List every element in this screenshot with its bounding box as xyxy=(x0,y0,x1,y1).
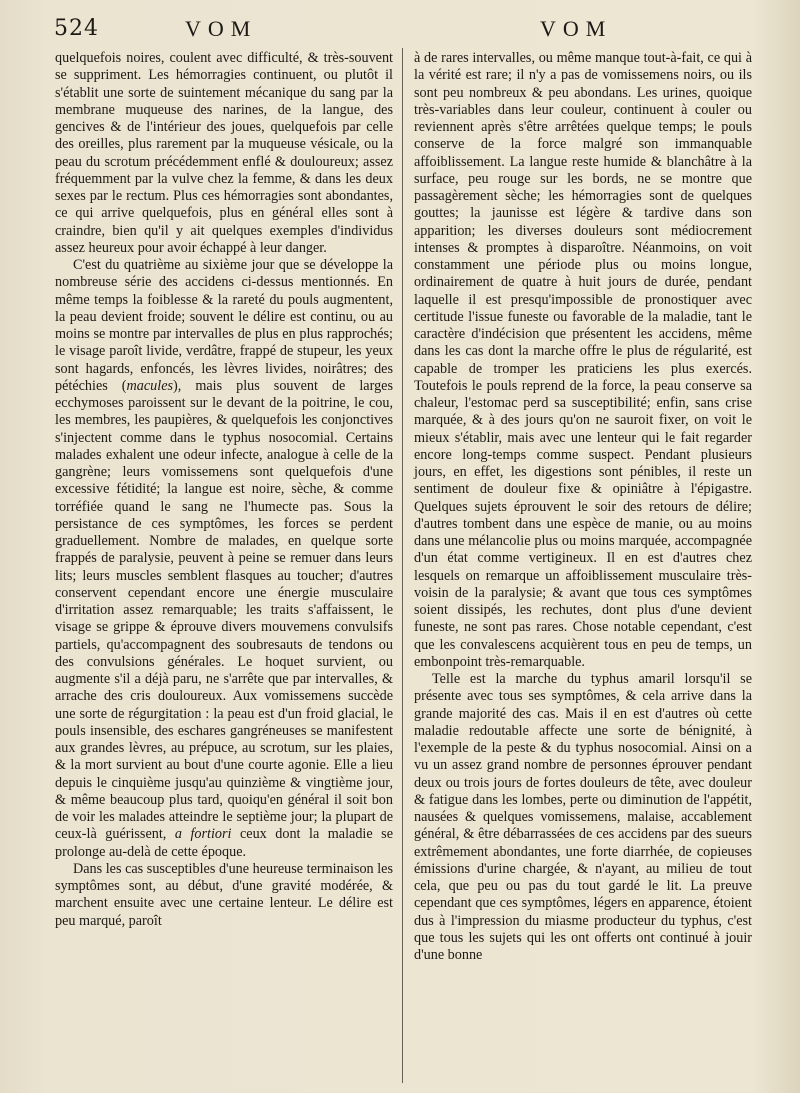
page-number: 524 xyxy=(54,16,99,41)
paragraph xyxy=(55,257,393,861)
italic-term: a fortiori xyxy=(174,826,232,843)
running-head-left: VOM xyxy=(185,16,258,41)
text-run: ceux dont la maladie se prolonge au-delà de cette époque. xyxy=(55,826,394,860)
running-head-right: VOM xyxy=(540,16,613,41)
paragraph: à de rares intervalles, ou même manque tout-à-fait, ce qui à la vérité est rare; il n'y a pas de vomissemens noirs, ou ils sont peu nombreux & peu abondans. Les urines, quoique très-variables dans leur couleur, continuent à couler ou reviennent après s'être arrêtées quelque temps; le pouls conserve de la force malgré son immanquable affoiblissement. La langue reste humide & blanchâtre à la surface, peu rouge sur les bords, ne se montre que passagèrement sèche; les hémorragies sont de quelques gouttes; la jaunisse est légère & tardive dans son apparition; les diverses douleurs sont médiocrement intenses & promptes à disparoître. Néanmoins, on voit constamment une période plus ou moins longue, ordinairement de quatre à huit jours de durée, pendant laquelle il est presqu'impossible de pronostiquer avec certitude l'issue funeste ou favorable de la maladie, tant le caractère d'indécision que présentent les accidens, même dans les cas dont la marche offre le plus de régularité, est capable de tromper les praticiens les plus exercés. Toutefois le pouls reprend de la force, la peau conserve sa chaleur, l'estomac perd sa susceptibilité; enfin, sans crise marquée, & à des jours qu'on ne sauroit fixer, on voit le mieux s'établir, mais avec une lenteur qui le fait regarder encore long-temps comme suspect. Pendant plusieurs jours, en effet, les digestions sont pénibles, il reste un sentiment de douleur fixe & opiniâtre à l'épigastre. Quelques sujets éprouvent le soir des retours de délire; d'autres tombent dans une espèce de manie, ou au moins dans une mélancolie plus ou moins marquée, accompagnée d'un état comme vertigineux. Il en est d'autres chez lesquels on remarque un affoiblissement musculaire très-voisin de la paralysie; & avant que tous ces symptômes soient dissipés, les rechutes, dont plus d'une devient funeste, ne sont pas rares. Chose notable cependant, c'est que les convalescens acquièrent tous en peu de temps, un embonpoint très-remarquable. xyxy=(414,50,752,670)
page-header xyxy=(0,14,800,44)
paragraph: quelquefois noires, coulent avec difficulté, & très-souvent se suppriment. Les hémorragies continuent, ou plutôt il s'établit une sorte de suintement mécanique du sang par la membrane muqueuse des narines, de la langue, des gencives & de l'intérieur des joues, quelquefois par celle des oreilles, plus rarement par la muqueuse vésicale, ou la peau du scrotum précédemment enflé & douloureux; assez fréquemment par la vulve chez la femme, & dans les deux sexes par le rectum. Plus ces hémorragies sont abondantes, ce qui arrive quelquefois, plus en général elles sont à craindre, bien qu'il y ait quelques exemples d'individus assez heureux pour avoir échappé à leur danger. xyxy=(55,50,393,256)
column-divider xyxy=(402,48,403,1083)
right-column xyxy=(414,50,752,964)
paragraph: Dans les cas susceptibles d'une heureuse terminaison les symptômes sont, au début, d'une gravité modérée, & marchent ensuite avec une certaine lenteur. Le délire est peu marqué, paroît xyxy=(55,860,393,929)
paragraph: Telle est la marche du typhus amaril lorsqu'il se présente avec tous ses symptômes, & cela arrive dans la grande majorité des cas. Mais il en est d'autres où cette maladie redoutable affecte une sorte de bénignité, à l'exemple de la peste & du typhus nosocomial. Ainsi on a vu un assez grand nombre de personnes éprouver pendant deux ou trois jours de fortes douleurs de tête, avec douleur & fatigue dans les lombes, perte ou diminution de l'appétit, nausées & quelques vomissemens, malaise, accablement général, & être débarrassées de ces accidens par des sueurs extrêmement abondantes, une forte diarrhée, de copieuses émissions d'urine chargée, & n'ayant, au milieu de tout cela, que peu ou pas du tout gardé le lit. La preuve cependant que ces symptômes, légers en apparence, étoient dus à l'impression du miasme producteur du typhus, c'est que tous les sujets qui les ont offerts ont continué à jouir d'une bonne xyxy=(414,671,752,963)
left-column xyxy=(55,50,393,930)
text-run: ), mais plus souvent de larges ecchymoses paroissent sur le devant de la poitrine, le cou, les membres, les paupières, & quelquefois les conjonctives s'injectent comme dans le typhus nosocomial. Certains malades exhalent une odeur infecte, analogue à celle de la gangrène; leurs vomissemens sont quelquefois d'une excessive fétidité; la langue est noire, sèche, & comme torréfiée quand le sang ne l'humecte pas. Sous la persistance de ces symptômes, les forces se perdent graduellement. Nombre de malades, en quelque sorte frappés de paralysie, peuvent à peine se remuer dans leurs lits; leurs muscles semblent flasques au toucher; d'autres conservent cependant encore une énergie musculaire d'irritation assez remarquable; les traits s'affaissent, le visage se grippe & éprouve divers mouvemens convulsifs partiels, qu'accompagnent des soubresauts de tendons ou des convulsions générales. Le hoquet survient, ou augmente s'il a déjà paru, ne s'arrête que par intervalles, & arrache des cris douloureux. Aux vomissemens succède une sorte de régurgitation : la peau est d'un froid glacial, le pouls insensible, des eschares gangréneuses se manifestent aux grandes lèvres, au prépuce, au scrotum, sur les plaies, & la mort survient au bout d'une courte agonie. Elle a lieu depuis le cinquième jusqu'au quinzième & vingtième jour, & même beaucoup plus tard, quoiqu'en général il soit bon de voir les malades atteindre le septième jour; la plupart de ceux-là guérissent, xyxy=(55,377,393,843)
text-run: C'est du quatrième au sixième jour que se développe la nombreuse série des accidens ci-dessus mentionnés. En même temps la foiblesse & la rareté du pouls augmentent, la peau devient froide; souvent le délire est continu, ou au moins se montre par intervalles de plus en plus rapprochés; le visage paroît livide, verdâtre, frappé de stupeur, les yeux sont hagards, enfoncés, les lèvres livides, noirâtres; des pétéchies ( xyxy=(55,257,393,394)
italic-term: macules xyxy=(126,377,174,394)
